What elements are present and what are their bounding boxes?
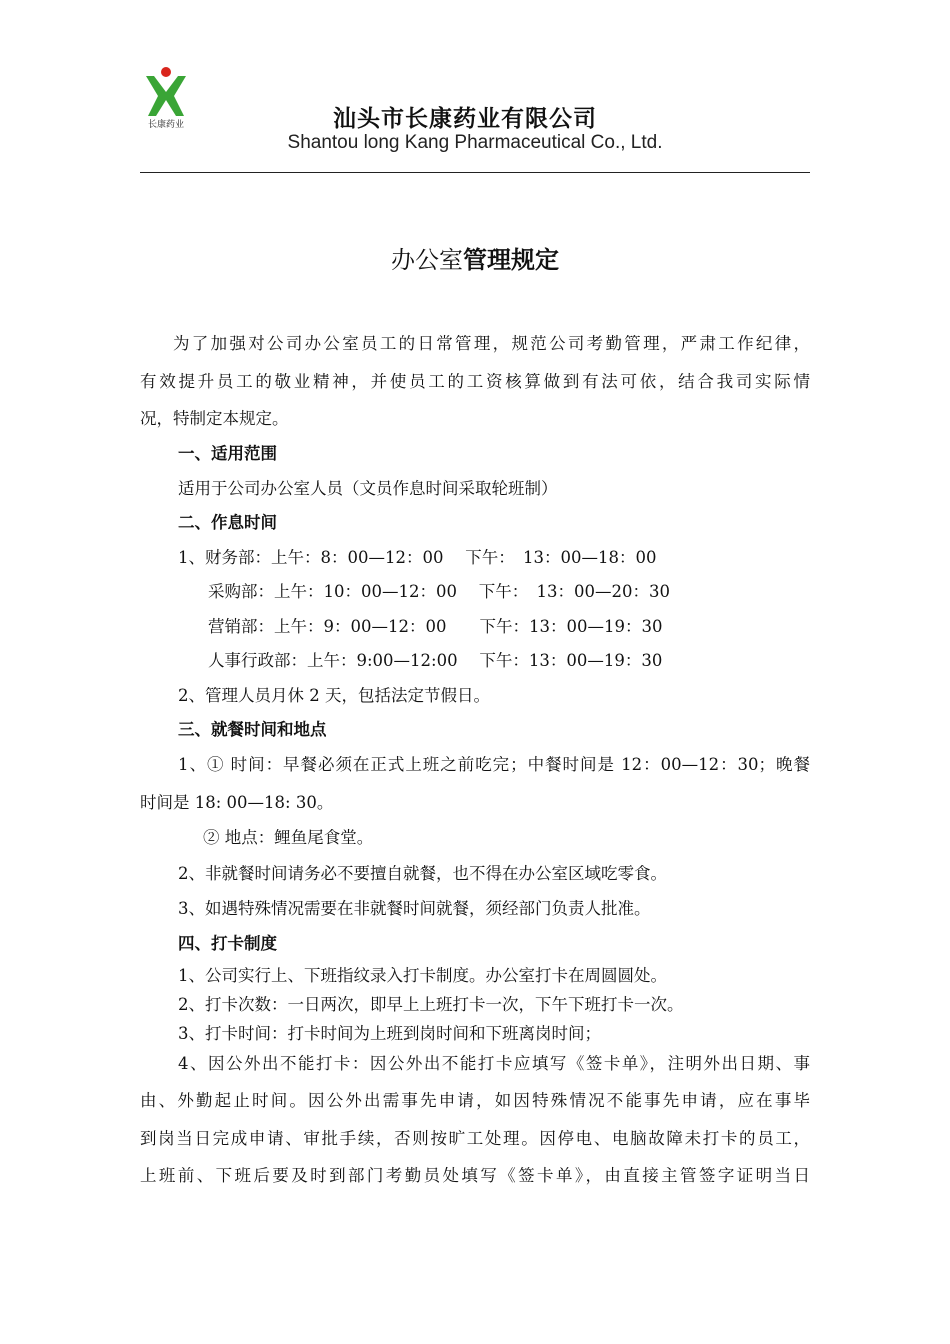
document-title <box>0 240 950 275</box>
meal-line: 2、非就餐时间请务必不要擅自就餐，也不得在办公室区域吃零食。 <box>178 864 667 883</box>
intro-line-2: 有效提升员工的敬业精神，并使员工的工资核算做到有法可依，结合我司实际情 <box>140 372 810 391</box>
company-name-en: Shantou long Kang Pharmaceutical Co., Ltd. <box>287 132 663 153</box>
clock-in-line: 3、打卡时间：打卡时间为上班到岗时间和下班离岗时间； <box>178 1024 601 1043</box>
company-name-cn: 汕头市长康药业有限公司 <box>333 106 597 132</box>
intro-line-3: 况，特制定本规定。 <box>140 409 289 428</box>
schedule-line: 采购部：上午：10：00—12：00 下午： 13：00—20：30 <box>208 582 670 601</box>
meal-line: 时间是 18: 00—18: 30。 <box>140 793 334 812</box>
section-2-heading: 二、作息时间 <box>178 513 277 532</box>
intro-line-1: 为了加强对公司办公室员工的日常管理，规范公司考勤管理，严肃工作纪律， <box>173 334 810 353</box>
section-4-heading: 四、打卡制度 <box>178 934 277 953</box>
clock-in-line: 4、因公外出不能打卡：因公外出不能打卡应填写《签卡单》，注明外出日期、事 <box>178 1054 810 1073</box>
title-part-2: 管理规定 <box>463 246 559 274</box>
section-1-heading: 一、适用范围 <box>178 444 277 463</box>
schedule-line: 人事行政部：上午：9:00—12:00 下午：13：00—19：30 <box>208 651 663 670</box>
clock-in-line: 1、公司实行上、下班指纹录入打卡制度。办公室打卡在周圆圆处。 <box>178 966 667 985</box>
clock-in-line: 上班前、下班后要及时到部门考勤员处填写《签卡单》，由直接主管签字证明当日 <box>140 1166 810 1185</box>
clock-in-line: 2、打卡次数：一日两次，即早上上班打卡一次，下午下班打卡一次。 <box>178 995 684 1014</box>
clock-in-line: 由、外勤起止时间。因公外出需事先申请，如因特殊情况不能事先申请，应在事毕 <box>140 1091 810 1110</box>
meal-line: 3、如遇特殊情况需要在非就餐时间就餐，须经部门负责人批准。 <box>178 899 651 918</box>
title-part-1: 办公室 <box>391 246 463 274</box>
meal-line: ② 地点：鲤鱼尾食堂。 <box>203 828 374 847</box>
schedule-line: 1、财务部：上午：8：00—12：00 下午： 13：00—18：00 <box>178 548 657 567</box>
meal-line: 1、① 时间：早餐必须在正式上班之前吃完；中餐时间是 12：00—12：30；晚餐 <box>178 755 810 774</box>
schedule-line: 营销部：上午：9：00—12：00 下午：13：00—19：30 <box>208 617 663 636</box>
clock-in-line: 到岗当日完成申请、审批手续，否则按旷工处理。因停电、电脑故障未打卡的员工， <box>140 1129 810 1148</box>
schedule-line: 2、管理人员月休 2 天，包括法定节假日。 <box>178 686 490 705</box>
section-3-heading: 三、就餐时间和地点 <box>178 720 327 739</box>
section-1-body: 适用于公司办公室人员（文员作息时间采取轮班制） <box>178 479 558 498</box>
logo-text: 长康药业 <box>147 120 184 130</box>
header-divider <box>140 172 810 173</box>
